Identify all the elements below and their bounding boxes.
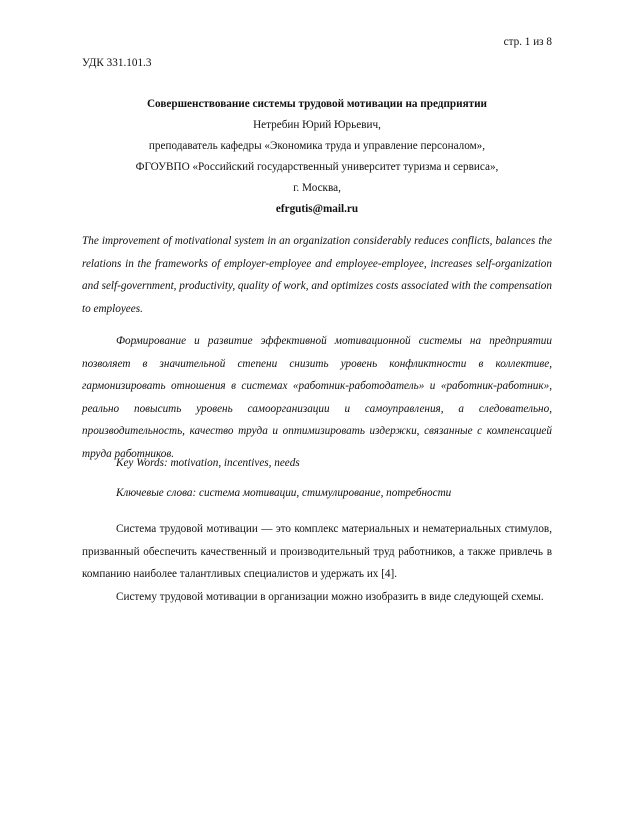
author-city: г. Москва, <box>293 182 341 194</box>
abstract-english: The improvement of motivational system in an organization considerably reduces conflicts, balances the relations in the frameworks of employer-employee and employee-employee, increases self-organization and self-government, productivity, quality of work, and optimizes costs associated with the compensation to employees. <box>82 235 552 315</box>
body-paragraph-2: Систему трудовой мотивации в организации можно изобразить в виде следующей схемы. <box>116 590 544 603</box>
abstract-russian: Формирование и развитие эффективной мотивационной системы на предприятии позволяет в значительной степени снизить уровень конфликтности в коллективе, гармонизировать отношения в системах «работник-работодатель» и «работник-работник», реально повысить уровень самоорганизации и самоуправления, а следовательно, производительность, качество труда и оптимизировать издержки, связанные с компенсацией труда работников. <box>82 335 552 460</box>
article-header <box>82 94 552 220</box>
page-number: стр. 1 из 8 <box>503 36 552 48</box>
author-email[interactable]: efrgutis@mail.ru <box>275 203 359 215</box>
author-organization: ФГОУВПО «Российский государственный университет туризма и сервиса», <box>135 161 499 173</box>
udk-code: УДК 331.101.3 <box>82 57 152 69</box>
article-title: Совершенствование системы трудовой мотивации на предприятии <box>146 98 488 110</box>
author-position: преподаватель кафедры «Экономика труда и управление персоналом», <box>148 140 486 152</box>
author-name: Нетребин Юрий Юрьевич, <box>253 119 381 131</box>
body-paragraph-1: Система трудовой мотивации — это комплекс материальных и нематериальных стимулов, призванный обеспечить качественный и производительный труд работников, а также привлечь в компанию наиболее талантливых специалистов и удержать их [4]. <box>82 523 552 580</box>
body-text <box>82 518 552 608</box>
keywords-russian: Ключевые слова: система мотивации, стимулирование, потребности <box>116 487 452 499</box>
keywords-english: Key Words: motivation, incentives, needs <box>116 457 300 469</box>
